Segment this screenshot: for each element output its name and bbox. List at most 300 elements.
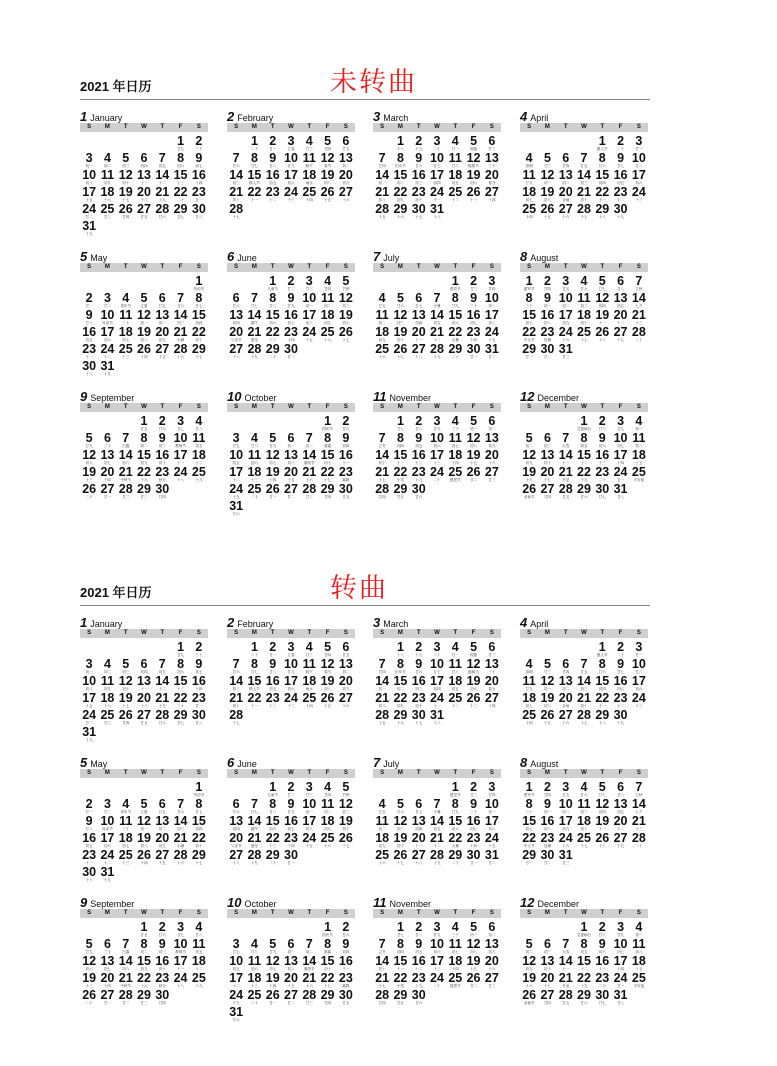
empty-cell bbox=[153, 641, 171, 658]
lunar-date: 初四 bbox=[195, 827, 203, 831]
empty-cell bbox=[538, 135, 556, 152]
lunar-date: 立冬 bbox=[378, 444, 386, 448]
day-cell bbox=[190, 292, 208, 309]
weekday-label: T bbox=[416, 404, 421, 410]
day-cell bbox=[630, 186, 648, 203]
lunar-date: 二十 bbox=[433, 478, 441, 482]
lunar-date: 廿七 bbox=[250, 164, 259, 168]
lunar-date: 廿七 bbox=[176, 215, 185, 219]
day-cell bbox=[98, 658, 116, 675]
month-header bbox=[227, 896, 355, 909]
lunar-date: 十二 bbox=[195, 967, 203, 971]
lunar-date: 初一 bbox=[140, 827, 148, 831]
lunar-date: 十四 bbox=[269, 984, 277, 988]
day-number: 25 bbox=[247, 988, 262, 1002]
day-cell bbox=[264, 989, 282, 1006]
day-number: 24 bbox=[100, 848, 115, 862]
lunar-date: 初十 bbox=[580, 198, 588, 202]
lunar-date: 十九 bbox=[580, 478, 588, 482]
day-cell bbox=[593, 798, 611, 815]
lunar-date: 初一 bbox=[305, 810, 313, 814]
lunar-date: 廿九 bbox=[525, 181, 533, 185]
day-number: 26 bbox=[338, 325, 353, 339]
month-name: January bbox=[90, 619, 123, 629]
weekday-label: F bbox=[471, 770, 476, 776]
weekday-label: W bbox=[288, 404, 294, 410]
day-number: 28 bbox=[229, 708, 244, 722]
day-number: 9 bbox=[269, 657, 277, 671]
empty-cell bbox=[264, 921, 282, 938]
day-number: 2 bbox=[598, 414, 606, 428]
day-cell bbox=[264, 292, 282, 309]
day-cell bbox=[520, 955, 538, 972]
empty-cell bbox=[538, 641, 556, 658]
day-number: 21 bbox=[173, 831, 188, 845]
day-cell bbox=[117, 432, 135, 449]
weekday-label: S bbox=[87, 264, 92, 270]
day-number: 5 bbox=[140, 797, 148, 811]
weekday-label: T bbox=[563, 910, 568, 916]
lunar-date: 初十 bbox=[232, 704, 240, 708]
day-cell bbox=[171, 815, 189, 832]
weekday-label: S bbox=[489, 630, 494, 636]
day-number: 16 bbox=[411, 954, 426, 968]
day-number: 17 bbox=[229, 971, 244, 985]
weekday-label: S bbox=[234, 910, 239, 916]
day-number: 3 bbox=[617, 920, 625, 934]
lunar-date: 廿六 bbox=[580, 495, 588, 499]
day-number: 2 bbox=[598, 920, 606, 934]
day-number: 31 bbox=[82, 219, 97, 233]
day-number: 15 bbox=[191, 814, 206, 828]
day-cell bbox=[318, 972, 336, 989]
month-name: February bbox=[237, 113, 274, 123]
day-number: 17 bbox=[284, 674, 298, 688]
day-number: 27 bbox=[613, 325, 628, 339]
lunar-date: 十一 bbox=[176, 967, 185, 971]
day-number: 25 bbox=[191, 971, 206, 985]
lunar-date: 廿七 bbox=[176, 721, 185, 725]
lunar-date: 十二 bbox=[415, 461, 423, 465]
day-cell bbox=[373, 343, 391, 360]
day-cell bbox=[446, 955, 464, 972]
day-cell bbox=[520, 466, 538, 483]
day-cell bbox=[153, 989, 171, 1006]
day-cell bbox=[153, 152, 171, 169]
day-cell bbox=[190, 849, 208, 866]
lunar-date: 立秋 bbox=[635, 287, 643, 291]
day-number: 29 bbox=[320, 482, 335, 496]
lunar-date: 初十 bbox=[158, 967, 166, 971]
lunar-date: 十五 bbox=[85, 704, 93, 708]
day-number: 18 bbox=[302, 168, 317, 182]
day-number: 10 bbox=[430, 937, 444, 951]
lunar-date: 初二 bbox=[140, 950, 148, 954]
day-number: 14 bbox=[155, 674, 170, 688]
lunar-date: 初四 bbox=[342, 444, 350, 448]
day-number: 20 bbox=[484, 674, 499, 688]
day-number: 6 bbox=[415, 291, 423, 305]
lunar-date: 夏至 bbox=[250, 338, 259, 342]
day-cell bbox=[593, 432, 611, 449]
day-number: 11 bbox=[448, 937, 462, 951]
day-cell bbox=[575, 466, 593, 483]
lunar-date: 二十 bbox=[433, 984, 441, 988]
day-cell bbox=[117, 203, 135, 220]
day-number: 15 bbox=[448, 814, 463, 828]
day-cell bbox=[410, 972, 428, 989]
lunar-date: 十六 bbox=[396, 215, 405, 219]
day-number: 30 bbox=[466, 342, 481, 356]
lunar-date: 廿一 bbox=[635, 147, 643, 151]
day-number: 26 bbox=[595, 831, 610, 845]
weekday-label: S bbox=[527, 404, 532, 410]
day-number: 16 bbox=[411, 448, 426, 462]
day-number: 4 bbox=[525, 657, 533, 671]
lunar-date: 初七 bbox=[103, 461, 112, 465]
day-cell bbox=[337, 275, 355, 292]
lunar-date: 初二 bbox=[396, 687, 405, 691]
lunar-date: 端午 bbox=[250, 827, 259, 831]
day-number: 12 bbox=[393, 814, 408, 828]
lunar-date: 十九 bbox=[616, 721, 625, 725]
lunar-date: 廿五 bbox=[562, 1001, 570, 1005]
lunar-date: 十五 bbox=[323, 704, 332, 708]
day-cell bbox=[264, 972, 282, 989]
lunar-date: 廿一 bbox=[635, 653, 643, 657]
lunar-date: 初二 bbox=[103, 164, 112, 168]
day-cell bbox=[135, 849, 153, 866]
day-cell bbox=[135, 186, 153, 203]
day-cell bbox=[391, 641, 409, 658]
day-cell bbox=[428, 432, 446, 449]
day-cell bbox=[300, 675, 318, 692]
day-cell bbox=[557, 815, 575, 832]
lunar-date: 廿一 bbox=[287, 861, 295, 865]
day-cell bbox=[575, 309, 593, 326]
day-number: 29 bbox=[393, 988, 408, 1002]
weekday-header bbox=[80, 629, 208, 638]
day-cell bbox=[428, 955, 446, 972]
lunar-date: 二十 bbox=[451, 861, 459, 865]
lunar-date: 十八 bbox=[415, 861, 423, 865]
day-cell bbox=[391, 921, 409, 938]
day-number: 19 bbox=[137, 831, 151, 845]
lunar-date: 立冬 bbox=[378, 950, 386, 954]
lunar-date: 廿六 bbox=[176, 304, 185, 308]
day-number: 2 bbox=[415, 640, 423, 654]
day-cell bbox=[557, 781, 575, 798]
day-number: 3 bbox=[177, 920, 185, 934]
day-number: 20 bbox=[484, 954, 499, 968]
day-cell bbox=[520, 343, 538, 360]
day-cell bbox=[80, 169, 98, 186]
day-number: 28 bbox=[558, 988, 573, 1002]
day-grid bbox=[80, 415, 208, 500]
day-number: 14 bbox=[430, 308, 444, 322]
day-cell bbox=[575, 326, 593, 343]
weekday-label: S bbox=[636, 630, 641, 636]
day-number: 14 bbox=[247, 308, 262, 322]
day-cell bbox=[410, 658, 428, 675]
lunar-date: 十八 bbox=[433, 215, 441, 219]
day-cell bbox=[483, 675, 501, 692]
day-cell bbox=[410, 466, 428, 483]
day-cell bbox=[80, 466, 98, 483]
day-cell bbox=[117, 309, 135, 326]
day-cell bbox=[520, 432, 538, 449]
weekday-label: T bbox=[270, 264, 275, 270]
lunar-date: 寒露 bbox=[323, 444, 332, 448]
lunar-date: 建军节 bbox=[523, 287, 535, 291]
lunar-date: 廿九 bbox=[433, 933, 441, 937]
weekday-label: T bbox=[160, 404, 165, 410]
day-number: 23 bbox=[540, 325, 555, 339]
lunar-date: 十六 bbox=[342, 198, 350, 202]
weekday-label: M bbox=[397, 124, 403, 130]
weekday-label: M bbox=[104, 770, 110, 776]
day-cell bbox=[630, 972, 648, 989]
day-cell bbox=[410, 343, 428, 360]
day-cell bbox=[464, 292, 482, 309]
day-number: 15 bbox=[137, 448, 151, 462]
day-cell bbox=[98, 815, 116, 832]
day-cell bbox=[98, 972, 116, 989]
day-number: 13 bbox=[484, 151, 499, 165]
lunar-date: 廿九 bbox=[287, 164, 295, 168]
day-number: 27 bbox=[484, 691, 499, 705]
day-number: 5 bbox=[543, 657, 551, 671]
day-number: 29 bbox=[393, 708, 408, 722]
lunar-date: 十二 bbox=[103, 861, 112, 865]
weekday-label: S bbox=[87, 630, 92, 636]
day-cell bbox=[227, 798, 245, 815]
day-cell bbox=[410, 292, 428, 309]
day-cell bbox=[391, 203, 409, 220]
lunar-date: 廿六 bbox=[232, 164, 240, 168]
lunar-date: 十六 bbox=[488, 967, 496, 971]
lunar-date: 廿三 bbox=[305, 287, 313, 291]
day-cell bbox=[538, 832, 556, 849]
day-cell bbox=[611, 832, 629, 849]
day-cell bbox=[428, 343, 446, 360]
lunar-date: 十二 bbox=[580, 461, 588, 465]
lunar-date: 廿四 bbox=[323, 653, 332, 657]
day-cell bbox=[190, 466, 208, 483]
day-cell bbox=[373, 798, 391, 815]
lunar-date: 初七 bbox=[469, 827, 478, 831]
lunar-date: 初九 bbox=[396, 704, 405, 708]
lunar-date: 初四 bbox=[140, 164, 148, 168]
day-number: 20 bbox=[338, 674, 353, 688]
weekday-label: F bbox=[178, 910, 183, 916]
day-number: 18 bbox=[631, 448, 646, 462]
day-cell bbox=[337, 781, 355, 798]
lunar-date: 廿七 bbox=[232, 444, 240, 448]
lunar-date: 廿九 bbox=[451, 810, 459, 814]
day-number: 12 bbox=[265, 954, 280, 968]
day-number: 20 bbox=[100, 971, 115, 985]
lunar-date: 十五 bbox=[488, 338, 496, 342]
day-number: 6 bbox=[158, 291, 166, 305]
day-cell bbox=[245, 798, 263, 815]
day-number: 3 bbox=[433, 414, 441, 428]
day-number: 30 bbox=[191, 708, 206, 722]
day-number: 25 bbox=[577, 325, 591, 339]
month-number: 6 bbox=[227, 249, 235, 264]
day-cell bbox=[538, 798, 556, 815]
lunar-date: 初八 bbox=[85, 181, 93, 185]
day-cell bbox=[245, 955, 263, 972]
day-cell bbox=[227, 500, 245, 517]
lunar-date: 初九 bbox=[103, 181, 112, 185]
lunar-date: 廿九 bbox=[269, 950, 277, 954]
day-number: 21 bbox=[155, 185, 170, 199]
day-number: 10 bbox=[613, 937, 628, 951]
day-number: 1 bbox=[269, 274, 277, 288]
weekday-label: W bbox=[434, 770, 440, 776]
weekday-label: T bbox=[453, 910, 458, 916]
weekday-header bbox=[227, 629, 355, 638]
lunar-date: 廿九 bbox=[176, 653, 185, 657]
day-cell bbox=[557, 326, 575, 343]
empty-cell bbox=[391, 275, 409, 292]
month-header bbox=[227, 110, 355, 123]
day-number: 29 bbox=[577, 988, 591, 1002]
lunar-date: 初八 bbox=[140, 338, 148, 342]
day-grid bbox=[373, 135, 501, 220]
day-number: 1 bbox=[525, 780, 533, 794]
day-number: 17 bbox=[173, 448, 188, 462]
day-cell bbox=[410, 432, 428, 449]
day-cell bbox=[557, 989, 575, 1006]
day-cell bbox=[446, 798, 464, 815]
day-cell bbox=[391, 989, 409, 1006]
lunar-date: 廿八 bbox=[415, 427, 423, 431]
day-cell bbox=[611, 449, 629, 466]
day-number: 23 bbox=[82, 342, 97, 356]
lunar-date: 霜降 bbox=[342, 984, 350, 988]
day-number: 20 bbox=[484, 168, 499, 182]
lunar-date: 十二 bbox=[451, 198, 459, 202]
day-cell bbox=[483, 781, 501, 798]
empty-cell bbox=[153, 275, 171, 292]
lunar-date: 夏至 bbox=[250, 844, 259, 848]
day-number: 21 bbox=[173, 325, 188, 339]
weekday-label: T bbox=[160, 630, 165, 636]
weekday-label: W bbox=[581, 404, 587, 410]
lunar-date: 初九 bbox=[342, 181, 350, 185]
day-cell bbox=[464, 692, 482, 709]
day-number: 12 bbox=[118, 168, 133, 182]
day-number: 27 bbox=[540, 988, 555, 1002]
lunar-date: 十八 bbox=[85, 372, 93, 376]
lunar-date: 廿一 bbox=[269, 147, 277, 151]
day-cell bbox=[557, 849, 575, 866]
day-number: 7 bbox=[562, 431, 570, 445]
day-number: 26 bbox=[595, 325, 610, 339]
lunar-date: 白露 bbox=[122, 950, 130, 954]
lunar-date: 廿五 bbox=[378, 810, 386, 814]
day-number: 5 bbox=[525, 937, 533, 951]
day-number: 7 bbox=[158, 151, 166, 165]
lunar-date: 二十 bbox=[176, 704, 185, 708]
lunar-date: 十四 bbox=[140, 355, 148, 359]
day-cell bbox=[245, 658, 263, 675]
day-cell bbox=[593, 692, 611, 709]
day-number: 7 bbox=[305, 431, 313, 445]
day-number: 31 bbox=[100, 865, 115, 879]
day-number: 12 bbox=[320, 657, 335, 671]
day-cell bbox=[593, 781, 611, 798]
day-cell bbox=[171, 292, 189, 309]
day-cell bbox=[337, 169, 355, 186]
day-cell bbox=[318, 275, 336, 292]
day-number: 29 bbox=[137, 482, 151, 496]
lunar-date: 三十 bbox=[451, 933, 459, 937]
lunar-date: 初六 bbox=[433, 444, 441, 448]
month-number: 8 bbox=[520, 755, 528, 770]
month-header bbox=[227, 616, 355, 629]
empty-cell bbox=[557, 135, 575, 152]
day-number: 22 bbox=[577, 465, 591, 479]
lunar-date: 十二 bbox=[415, 967, 423, 971]
day-cell bbox=[428, 309, 446, 326]
lunar-date: 春节 bbox=[323, 164, 332, 168]
day-number: 3 bbox=[488, 780, 496, 794]
day-cell bbox=[410, 169, 428, 186]
day-number: 29 bbox=[577, 482, 591, 496]
day-number: 13 bbox=[137, 168, 151, 182]
lunar-date: 廿七 bbox=[433, 670, 441, 674]
day-number: 20 bbox=[284, 465, 298, 479]
empty-cell bbox=[117, 781, 135, 798]
lunar-date: 十五 bbox=[469, 461, 478, 465]
lunar-date: 初八 bbox=[635, 444, 643, 448]
weekday-label: M bbox=[544, 404, 550, 410]
weekday-label: S bbox=[489, 404, 494, 410]
lunar-date: 十八 bbox=[176, 478, 185, 482]
day-number: 1 bbox=[324, 414, 332, 428]
lunar-date: 初三 bbox=[580, 687, 588, 691]
day-cell bbox=[446, 641, 464, 658]
weekday-label: T bbox=[270, 124, 275, 130]
day-number: 30 bbox=[411, 202, 426, 216]
day-cell bbox=[373, 955, 391, 972]
day-number: 24 bbox=[484, 831, 499, 845]
empty-cell bbox=[300, 415, 318, 432]
day-cell bbox=[593, 326, 611, 343]
lunar-date: 初一 bbox=[543, 687, 552, 691]
day-cell bbox=[410, 415, 428, 432]
day-number: 16 bbox=[265, 168, 280, 182]
day-cell bbox=[373, 186, 391, 203]
lunar-date: 三十 bbox=[103, 444, 112, 448]
lunar-date: 初九 bbox=[396, 198, 405, 202]
day-cell bbox=[190, 972, 208, 989]
day-cell bbox=[428, 641, 446, 658]
lunar-date: 廿八 bbox=[451, 670, 459, 674]
day-number: 9 bbox=[158, 431, 166, 445]
month-header bbox=[80, 390, 208, 403]
lunar-date: 廿四 bbox=[323, 793, 332, 797]
day-cell bbox=[538, 955, 556, 972]
day-cell bbox=[630, 449, 648, 466]
day-number: 11 bbox=[100, 168, 115, 182]
day-grid bbox=[80, 135, 208, 237]
day-number: 28 bbox=[631, 831, 646, 845]
day-grid bbox=[373, 921, 501, 1006]
